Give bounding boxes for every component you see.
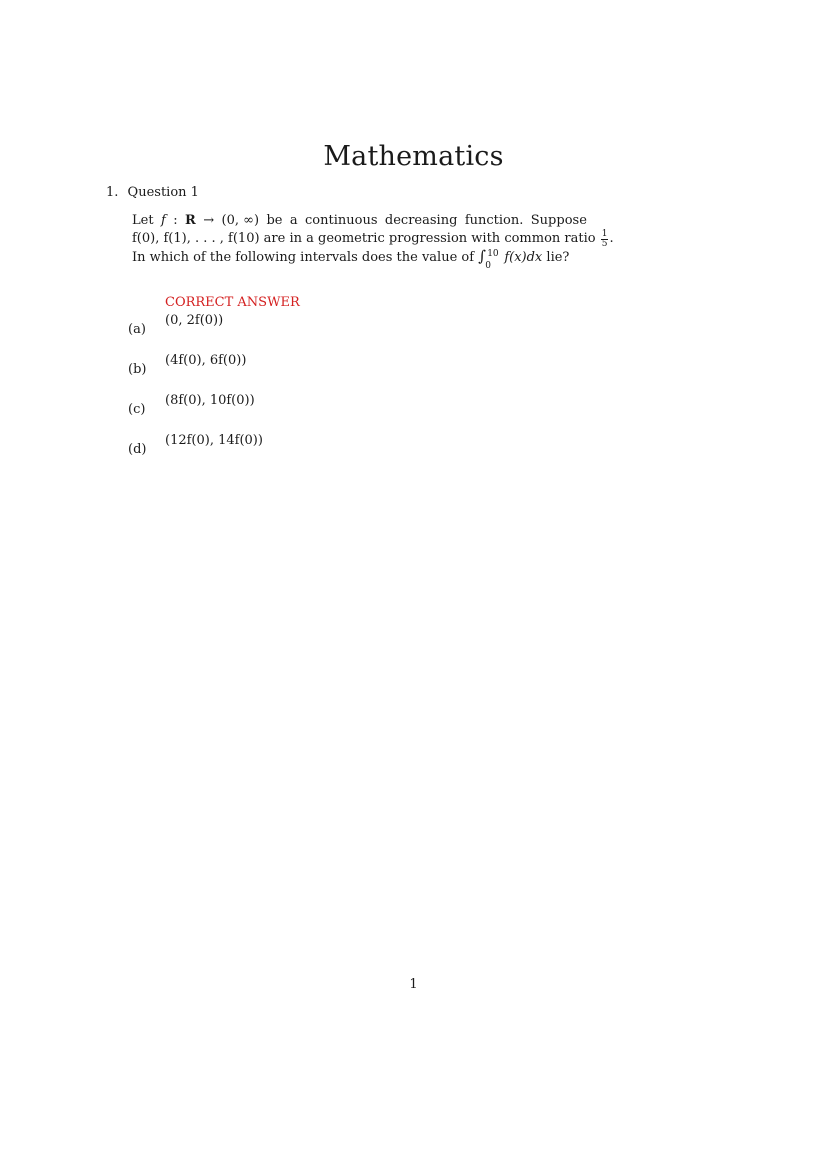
option-c-label: (c) [128,402,146,417]
word-function: function. [464,213,524,228]
correct-answer-label: CORRECT ANSWER [165,295,300,310]
line-2-end: . [609,231,614,246]
codomain: (0, ∞) [221,213,260,228]
integral-lower-limit: 0 [485,261,491,272]
question-text [132,212,614,272]
integral-expression [478,247,500,272]
arrow-symbol: → [203,213,215,228]
word-suppose: Suppose [530,213,587,228]
word-let: Let [132,213,154,228]
integral-upper-limit: 10 [487,249,499,260]
word-a: a [289,213,298,228]
option-a-label: (a) [128,322,146,337]
line-3-after: lie? [546,250,570,266]
colon-symbol: : [173,213,178,228]
word-be: be [266,213,283,228]
question-line-3 [132,247,587,272]
option-b-label: (b) [128,362,147,377]
option-c-value: (8f(0), 10f(0)) [165,393,255,408]
line-3-before: In which of the following intervals does the value of [132,250,475,266]
integral-sign: ∫ [478,247,487,266]
integrand: f(x)dx [504,250,543,266]
page-number: 1 [409,977,418,992]
ratio-numerator: 1 [601,229,608,240]
page-title: Mathematics [323,141,504,172]
question-line-2 [132,229,614,250]
option-a-value: (0, 2f(0)) [165,313,224,328]
function-symbol: f [160,213,166,228]
option-d-label: (d) [128,442,147,457]
word-decreasing: decreasing [384,213,458,228]
question-number: 1. [106,185,119,200]
ratio-fraction [601,230,609,249]
question-label: Question 1 [127,185,199,200]
word-continuous: continuous [305,213,378,228]
option-d-value: (12f(0), 14f(0)) [165,433,263,448]
ratio-denominator: 5 [601,239,608,250]
reals-symbol: R [184,213,196,228]
question-header [106,184,199,201]
option-b-value: (4f(0), 6f(0)) [165,353,247,368]
question-line-1 [132,212,587,230]
line-2-text: f(0), f(1), . . . , f(10) are in a geometric progression with common ratio [132,231,596,246]
